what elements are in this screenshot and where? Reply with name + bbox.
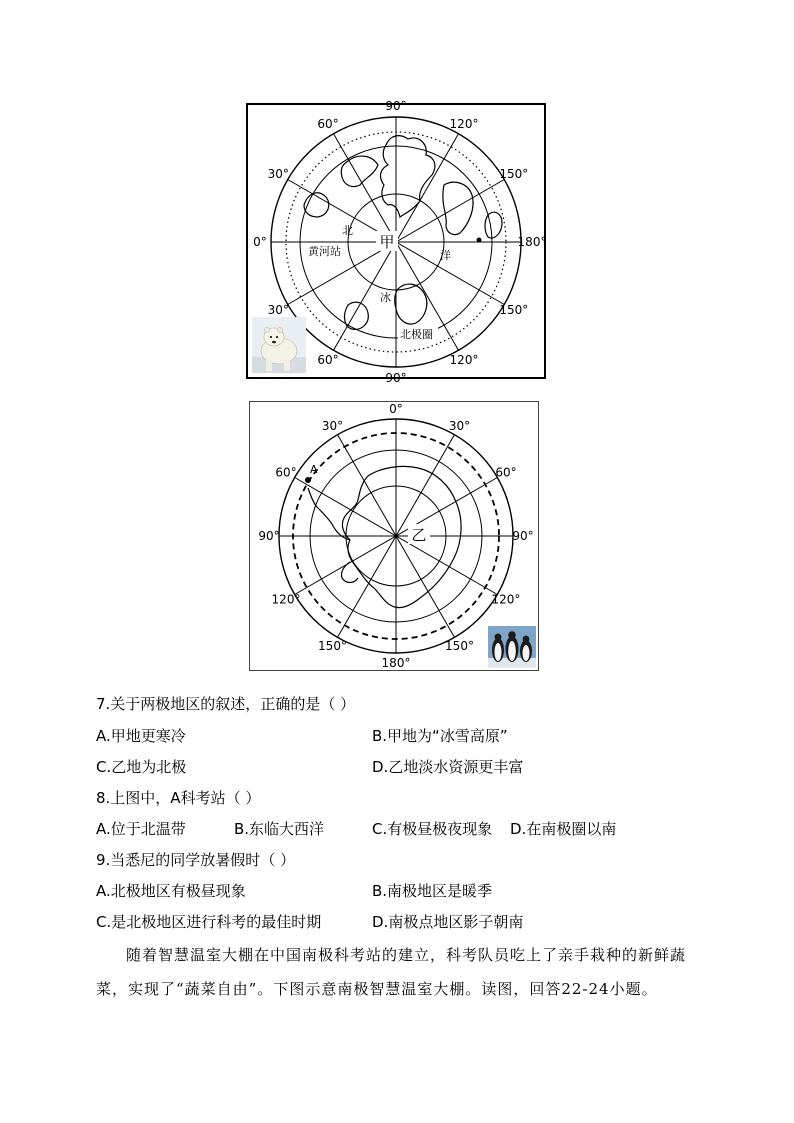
antarctic-degree-label: 120° [271,592,301,607]
land-far-east [485,212,502,238]
label-arctic-circle: 北极圈 [400,328,433,341]
station-dot [477,238,482,243]
label-bing: 冰 [380,291,391,304]
land-antarctica [342,466,461,607]
question-8-option-b[interactable]: B.东临大西洋 [234,820,325,838]
land-east [443,182,473,234]
antarctic-degree-label: 90° [512,529,534,543]
arctic-degree-label: 30° [267,303,289,317]
question-9-stem: 9.当悉尼的同学放暑假时（ ） [96,851,296,869]
question-8-option-c[interactable]: C.有极昼极夜现象 [372,820,493,838]
question-8-option-d[interactable]: D.在南极圈以南 [510,820,617,838]
arctic-degree-label: 120° [449,117,479,132]
label-yang: 洋 [440,249,451,262]
label-huanghe-station: 黄河站 [308,245,341,258]
question-7-option-d[interactable]: D.乙地淡水资源更丰富 [372,758,524,776]
antarctic-degree-label: 60° [495,465,517,480]
arctic-map-figure [246,99,547,385]
question-8-option-a[interactable]: A.位于北温带 [96,820,186,838]
question-9-option-b[interactable]: B.南极地区是暖季 [372,882,493,900]
question-9-option-d[interactable]: D.南极点地区影子朝南 [372,913,524,931]
question-7-option-c[interactable]: C.乙地为北极 [96,758,187,776]
arctic-degree-label: 90° [385,99,407,113]
land-canada-islands [341,156,378,187]
question-8-stem: 8.上图中，A科考站（ ） [96,789,261,807]
antarctic-degree-label: 30° [321,419,344,434]
antarctic-map [250,402,538,670]
arctic-degree-label: 120° [449,352,479,367]
polar-bear-icon [252,317,306,373]
antarctic-degree-label: 30° [448,419,471,434]
antarctic-degree-label: 0° [389,402,403,416]
question-7-option-b[interactable]: B.甲地为“冰雪高原” [372,727,508,745]
arctic-degree-label: 150° [499,303,529,317]
arctic-degree-label: 60° [317,352,339,367]
antarctic-degree-label: 90° [258,529,280,543]
center-label-yi: 乙 [411,526,427,544]
station-a-dot [305,477,311,483]
arctic-degree-label: 60° [317,117,339,132]
arctic-map [248,99,547,385]
antarctic-degree-label: 150° [445,638,474,653]
center-label-jia: 甲 [379,233,395,251]
penguin-icon [488,626,536,668]
station-a-label: A [310,463,318,476]
arctic-degree-label: 30° [267,167,289,181]
question-7-stem: 7.关于两极地区的叙述，正确的是（ ） [96,695,356,713]
antarctic-degree-label: 120° [491,592,521,607]
arctic-degree-label: 90° [385,371,407,385]
passage-line-1: 随着智慧温室大棚在中国南极科考站的建立，科考队员吃上了亲手栽种的新鲜蔬 [126,946,687,964]
passage [96,938,706,1006]
arctic-degree-label: 150° [499,167,529,181]
passage-line-2: 菜，实现了“蔬菜自由”。下图示意南极智慧温室大棚。读图，回答22-24小题。 [96,980,658,998]
arctic-degree-label: 0° [253,235,267,249]
question-9-option-c[interactable]: C.是北极地区进行科考的最佳时期 [96,913,322,931]
question-7-option-a[interactable]: A.甲地更寒冷 [96,727,186,745]
antarctic-degree-label: 180° [381,656,411,670]
antarctic-degree-label: 60° [275,465,297,480]
arctic-degree-label: 180° [517,235,547,249]
antarctic-map-figure [249,401,539,671]
label-bei: 北 [342,224,353,237]
antarctic-degree-label: 150° [318,638,347,653]
question-9-option-a[interactable]: A.北极地区有极昼现象 [96,882,246,900]
